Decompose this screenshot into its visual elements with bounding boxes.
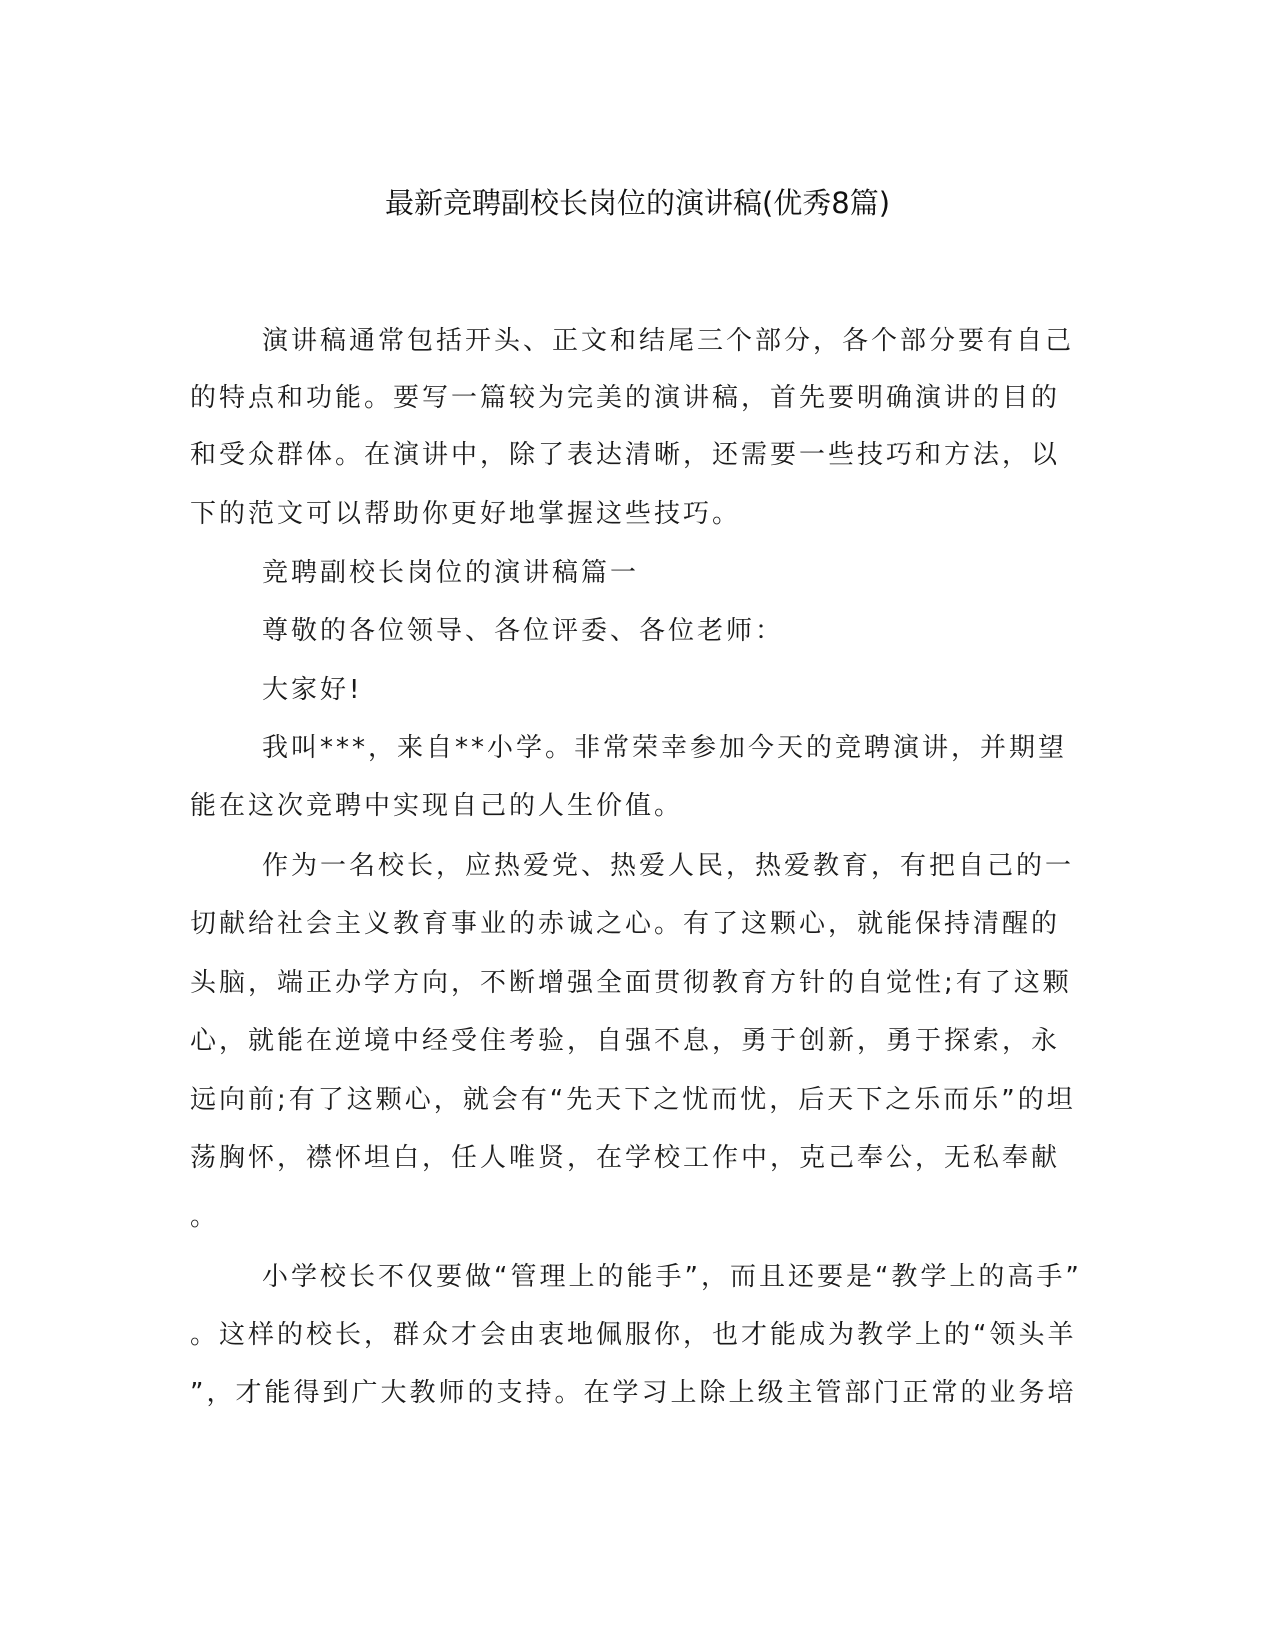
body-line-14: 远向前;有了这颗心，就会有“先天下之忧而忧，后天下之乐而乐”的坦: [190, 1085, 1076, 1115]
document-title: 最新竞聘副校长岗位的演讲稿(优秀8篇): [384, 186, 891, 220]
body-line-16: 。: [190, 1202, 220, 1232]
body-line-3: 和受众群体。在演讲中，除了表达清晰，还需要一些技巧和方法，以: [190, 440, 1061, 470]
body-line-4: 下的范文可以帮助你更好地掌握这些技巧。: [190, 499, 742, 529]
body-line-19: ”，才能得到广大教师的支持。在学习上除上级主管部门正常的业务培: [190, 1378, 1077, 1408]
body-line-12: 头脑，端正办学方向，不断增强全面贯彻教育方针的自觉性;有了这颗: [190, 968, 1072, 998]
body-line-17: 小学校长不仅要做“管理上的能手”，而且还要是“教学上的高手”: [262, 1262, 1082, 1292]
body-line-8: 我叫***，来自**小学。非常荣幸参加今天的竞聘演讲，并期望: [262, 733, 1068, 763]
body-line-15: 荡胸怀，襟怀坦白，任人唯贤，在学校工作中，克己奉公，无私奉献: [190, 1143, 1061, 1173]
salutation: 尊敬的各位领导、各位评委、各位老师：: [262, 616, 785, 646]
body-line-1: 演讲稿通常包括开头、正文和结尾三个部分，各个部分要有自己: [262, 326, 1075, 356]
body-line-2: 的特点和功能。要写一篇较为完美的演讲稿，首先要明确演讲的目的: [190, 383, 1061, 413]
body-line-18: 。这样的校长，群众才会由衷地佩服你，也才能成为教学上的“领头羊: [190, 1320, 1077, 1350]
body-line-10: 作为一名校长，应热爱党、热爱人民，热爱教育，有把自己的一: [262, 851, 1075, 881]
section-heading: 竞聘副校长岗位的演讲稿篇一: [262, 558, 640, 588]
body-line-13: 心，就能在逆境中经受住考验，自强不息，勇于创新，勇于探索，永: [190, 1026, 1061, 1056]
body-line-11: 切献给社会主义教育事业的赤诚之心。有了这颗心，就能保持清醒的: [190, 909, 1061, 939]
greeting: 大家好!: [262, 675, 363, 705]
body-line-9: 能在这次竞聘中实现自己的人生价值。: [190, 791, 684, 821]
